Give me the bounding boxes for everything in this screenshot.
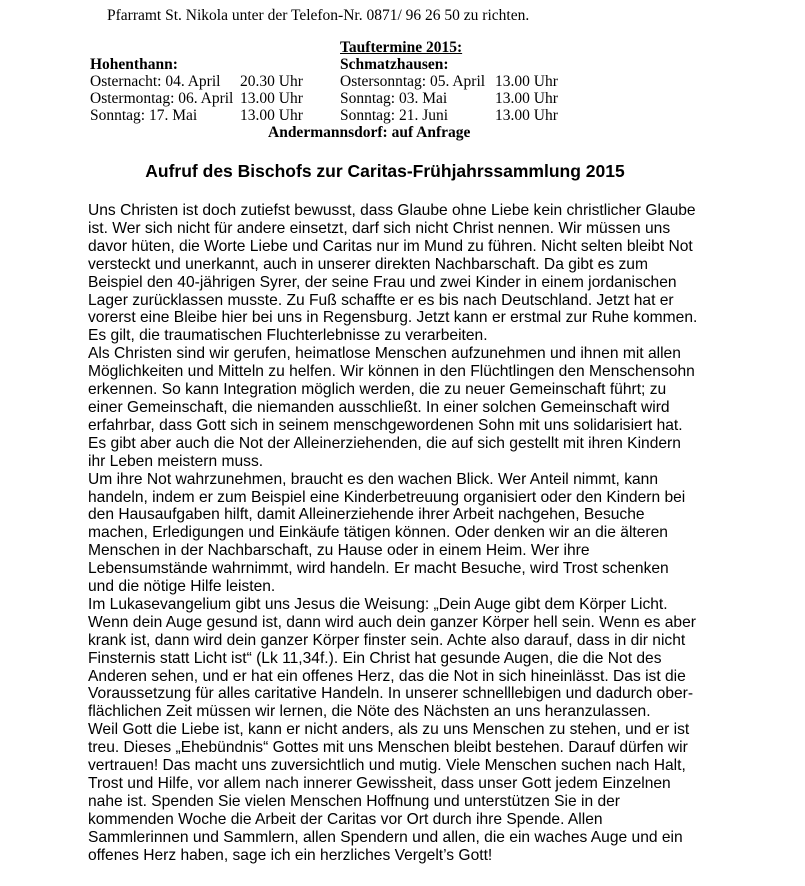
body-text-line: kommenden Woche die Arbeit der Caritas vor Ort durch ihre Spende. Allen bbox=[88, 810, 603, 828]
baptism-schedule-title: Tauftermine 2015: bbox=[340, 39, 463, 56]
body-text-line: Beispiel den 40-jährigen Syrer, der seine Frau und zwei Kinder in einem jordanischen bbox=[88, 273, 677, 291]
body-text-line: Lager zurücklassen musste. Zu Fuß schaffte er es bis nach Deutschland. Jetzt hat er bbox=[88, 291, 674, 309]
body-text-line: versteckt und unerkannt, auch in unserer direkten Nachbarschaft. Da gibt es zum bbox=[88, 255, 648, 273]
body-text-line: Im Lukasevangelium gibt uns Jesus die Weisung: „Dein Auge gibt dem Körper Licht. bbox=[88, 595, 668, 613]
schedule-entry-label: Sonntag: 17. Mai bbox=[90, 107, 198, 124]
schedule-location-schmatzhausen: Schmatzhausen: bbox=[340, 56, 449, 73]
body-text-line: flächlichen Zeit müssen wir lernen, die Nöte des Nächsten an uns heranzulassen. bbox=[88, 703, 651, 721]
body-text-line: vorerst eine Bleibe hier bei uns in Regensburg. Jetzt kann er erstmal zur Ruhe kommen. bbox=[88, 309, 698, 327]
schedule-location-hohenthann: Hohenthann: bbox=[90, 56, 178, 73]
body-text-line: Sammlerinnen und Sammlern, allen Spendern und allen, die ein waches Auge und ein bbox=[88, 828, 683, 846]
body-text-line: machen, Erledigungen und Einkäufe tätigen können. Oder denken wir an die älteren bbox=[88, 524, 668, 542]
body-text-line: handeln, indem er zum Beispiel eine Kinderbetreuung organisiert oder den Kindern bei bbox=[88, 488, 686, 506]
body-text-line: Finsternis statt Licht ist“ (Lk 11,34f.). Ein Christ hat gesunde Augen, die die Not des bbox=[88, 649, 662, 667]
schedule-entry-label: Ostermontag: 06. April bbox=[90, 90, 234, 107]
schedule-entry-time: 13.00 Uhr bbox=[240, 90, 303, 107]
body-text-line: Es gibt aber auch die Not der Alleinerziehenden, die auf sich gestellt mit ihren Kindern bbox=[88, 434, 681, 452]
schedule-entry-label: Sonntag: 21. Juni bbox=[340, 107, 449, 124]
baptism-schedule bbox=[90, 39, 805, 141]
body-text-line: Anderen sehen, und er hat ein offenes Herz, das die Not in sich hineinlässt. Das ist die bbox=[88, 667, 686, 685]
body-text-line: ihr Leben meistern muss. bbox=[88, 452, 264, 470]
body-text-line: erfahrbar, dass Gott sich in seinem menschgewordenen Sohn mit uns solidarisiert hat. bbox=[88, 416, 683, 434]
body-text-line: vertrauen! Das macht uns zuversichtlich und mutig. Viele Menschen suchen nach Halt, bbox=[88, 757, 686, 775]
body-text-line: treu. Dieses „Ehebündnis“ Gottes mit uns Menschen bleibt bestehen. Darauf dürfen wir bbox=[88, 739, 688, 757]
schedule-entry-label: Ostersonntag: 05. April bbox=[340, 73, 486, 90]
body-text-line: Es gilt, die traumatischen Fluchterlebnisse zu verarbeiten. bbox=[88, 327, 488, 345]
body-text-line: Trost und Hilfe, vor allem nach innerer Gewissheit, dass unser Gott jedem Einzelnen bbox=[88, 775, 671, 792]
schedule-entry-time: 13.00 Uhr bbox=[495, 90, 558, 107]
body-text-line: ist. Wer sich nicht für andere einsetzt, darf sich nicht Christ nennen. Wir müssen uns bbox=[88, 219, 671, 237]
body-text-line: Menschen in der Nachbarschaft, zu Hause oder in einem Heim. Wer ihre bbox=[88, 542, 590, 560]
body-text-line: offenes Herz haben, sage ich ein herzliches Vergelt’s Gott! bbox=[88, 846, 493, 864]
body-text-line: Uns Christen ist doch zutiefst bewusst, dass Glaube ohne Liebe kein christlicher Glaube bbox=[88, 202, 696, 219]
body-text-line: krank ist, dann wird dein ganzer Körper finster sein. Achte also darauf, dass in dir nicht bbox=[88, 631, 686, 649]
schedule-entry-time: 13.00 Uhr bbox=[495, 73, 558, 90]
body-text-line: Voraussetzung für alles caritative Handeln. In unserer schnelllebigen und dadurch ober- bbox=[88, 685, 694, 703]
body-text-line: Lebensumstände wahrnimmt, wird handeln. Er macht Besuche, wird Trost schenken bbox=[88, 560, 669, 578]
body-text-line: nahe ist. Spenden Sie vielen Menschen Hoffnung und unterstützen Sie in der bbox=[88, 792, 620, 810]
article-body bbox=[88, 202, 805, 865]
schedule-entry-time: 20.30 Uhr bbox=[240, 73, 303, 90]
schedule-entry-time: 13.00 Uhr bbox=[495, 107, 558, 124]
body-text-line: Wenn dein Auge gesund ist, dann wird auch dein ganzer Körper hell sein. Wenn es aber bbox=[88, 613, 696, 631]
baptism-schedule-footnote: Andermannsdorf: auf Anfrage bbox=[268, 124, 471, 141]
body-text-line: erkennen. So kann Integration möglich werden, die zu neuer Gemeinschaft führt; zu bbox=[88, 381, 667, 399]
schedule-entry-label: Sonntag: 03. Mai bbox=[340, 90, 448, 107]
body-text-line: davor hüten, die Worte Liebe und Caritas nur im Mund zu führen. Nicht selten bleibt Not bbox=[88, 237, 693, 255]
intro-line: Pfarramt St. Nikola unter der Telefon-Nr. 0871/ 96 26 50 zu richten. bbox=[107, 7, 530, 24]
body-text-line: Um ihre Not wahrzunehmen, braucht es den wachen Blick. Wer Anteil nimmt, kann bbox=[88, 470, 659, 488]
body-text-line: Möglichkeiten und Mitteln zu helfen. Wir können in den Flüchtlingen den Menschensohn bbox=[88, 363, 695, 381]
schedule-entry-label: Osternacht: 04. April bbox=[90, 73, 221, 90]
schedule-entry-time: 13.00 Uhr bbox=[240, 107, 303, 124]
body-text-line: Als Christen sind wir gerufen, heimatlose Menschen aufzunehmen und ihnen mit allen bbox=[88, 345, 681, 363]
article-heading: Aufruf des Bischofs zur Caritas-Frühjahrssammlung 2015 bbox=[145, 161, 625, 181]
body-text-line: und die nötige Hilfe leisten. bbox=[88, 578, 276, 596]
body-text-line: einer Gemeinschaft, die niemanden ausschließt. In einer solchen Gemeinschaft wird bbox=[88, 398, 670, 416]
body-text-line: den Hausaufgaben hilft, damit Alleinerziehende ihrer Arbeit nachgehen, Besuche bbox=[88, 506, 645, 524]
body-text-line: Weil Gott die Liebe ist, kann er nicht anders, als zu uns Menschen zu stehen, und er ist bbox=[88, 721, 690, 739]
